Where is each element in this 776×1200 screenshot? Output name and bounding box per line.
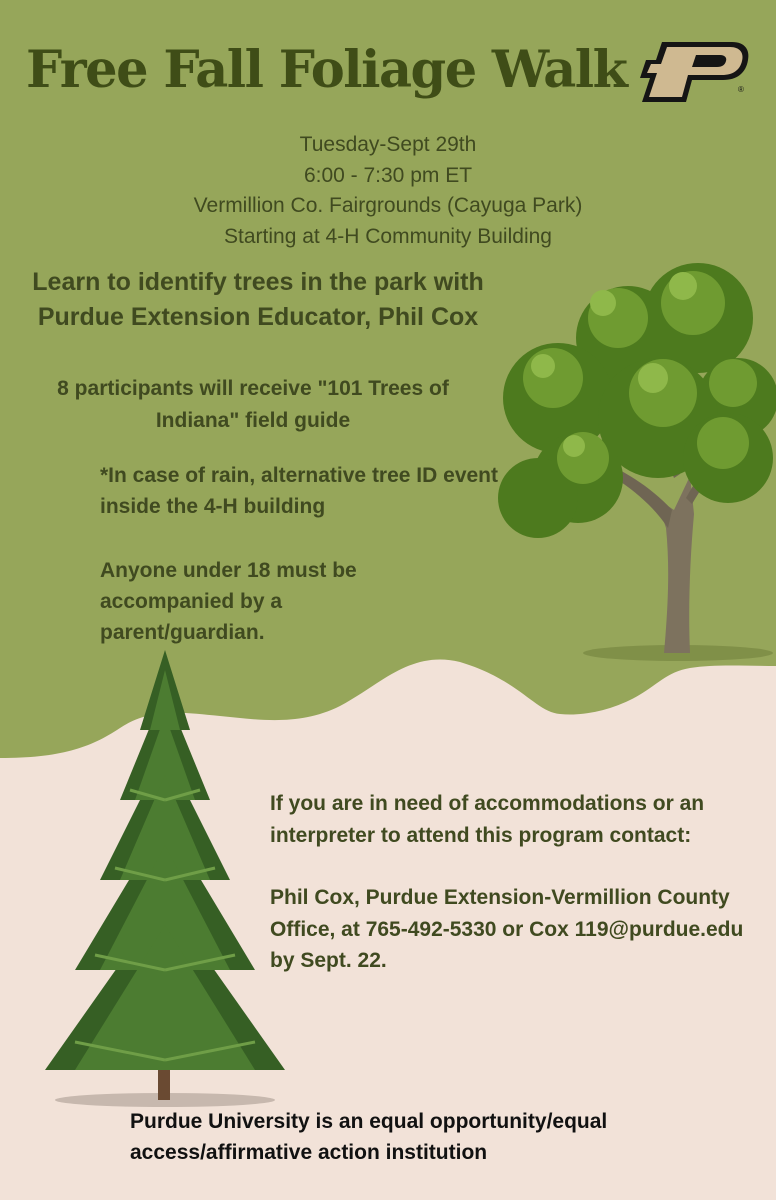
event-time: 6:00 - 7:30 pm ET (303, 163, 473, 187)
event-location: Vermillion Co. Fairgrounds (Cayuga Park) (193, 194, 583, 217)
flyer-title: Free Fall Foliage Walk (26, 40, 627, 100)
event-start-point: Starting at 4-H Community Building (224, 224, 552, 248)
purdue-logo-icon (640, 40, 750, 104)
age-note: Anyone under 18 must be accompanied by a parent/guardian. (100, 559, 357, 644)
deciduous-tree-icon (478, 248, 776, 668)
learn-text: Learn to identify trees in the park with Purdue Extension Educator, Phil Cox (32, 268, 484, 331)
accommodation-text: If you are in need of accommodations or an interpreter to attend this program contact: (270, 792, 705, 847)
event-details (0, 130, 776, 252)
logo-registered-mark: ® (738, 85, 744, 94)
contact-section (270, 788, 750, 977)
event-date: Tuesday-Sept 29th (299, 133, 477, 156)
evergreen-tree-icon (30, 650, 300, 1110)
rain-note: *In case of rain, alternative tree ID event inside the 4-H building (100, 464, 498, 518)
field-guide-text: 8 participants will receive "101 Trees of Indiana" field guide (57, 377, 449, 432)
contact-text: Phil Cox, Purdue Extension-Vermillion County Office, at 765-492-5330 or Cox 119@purdue.edu by Sept. 22. (270, 886, 744, 972)
equal-opportunity-footer: Purdue University is an equal opportunity/equal access/affirmative action institution (130, 1110, 608, 1164)
